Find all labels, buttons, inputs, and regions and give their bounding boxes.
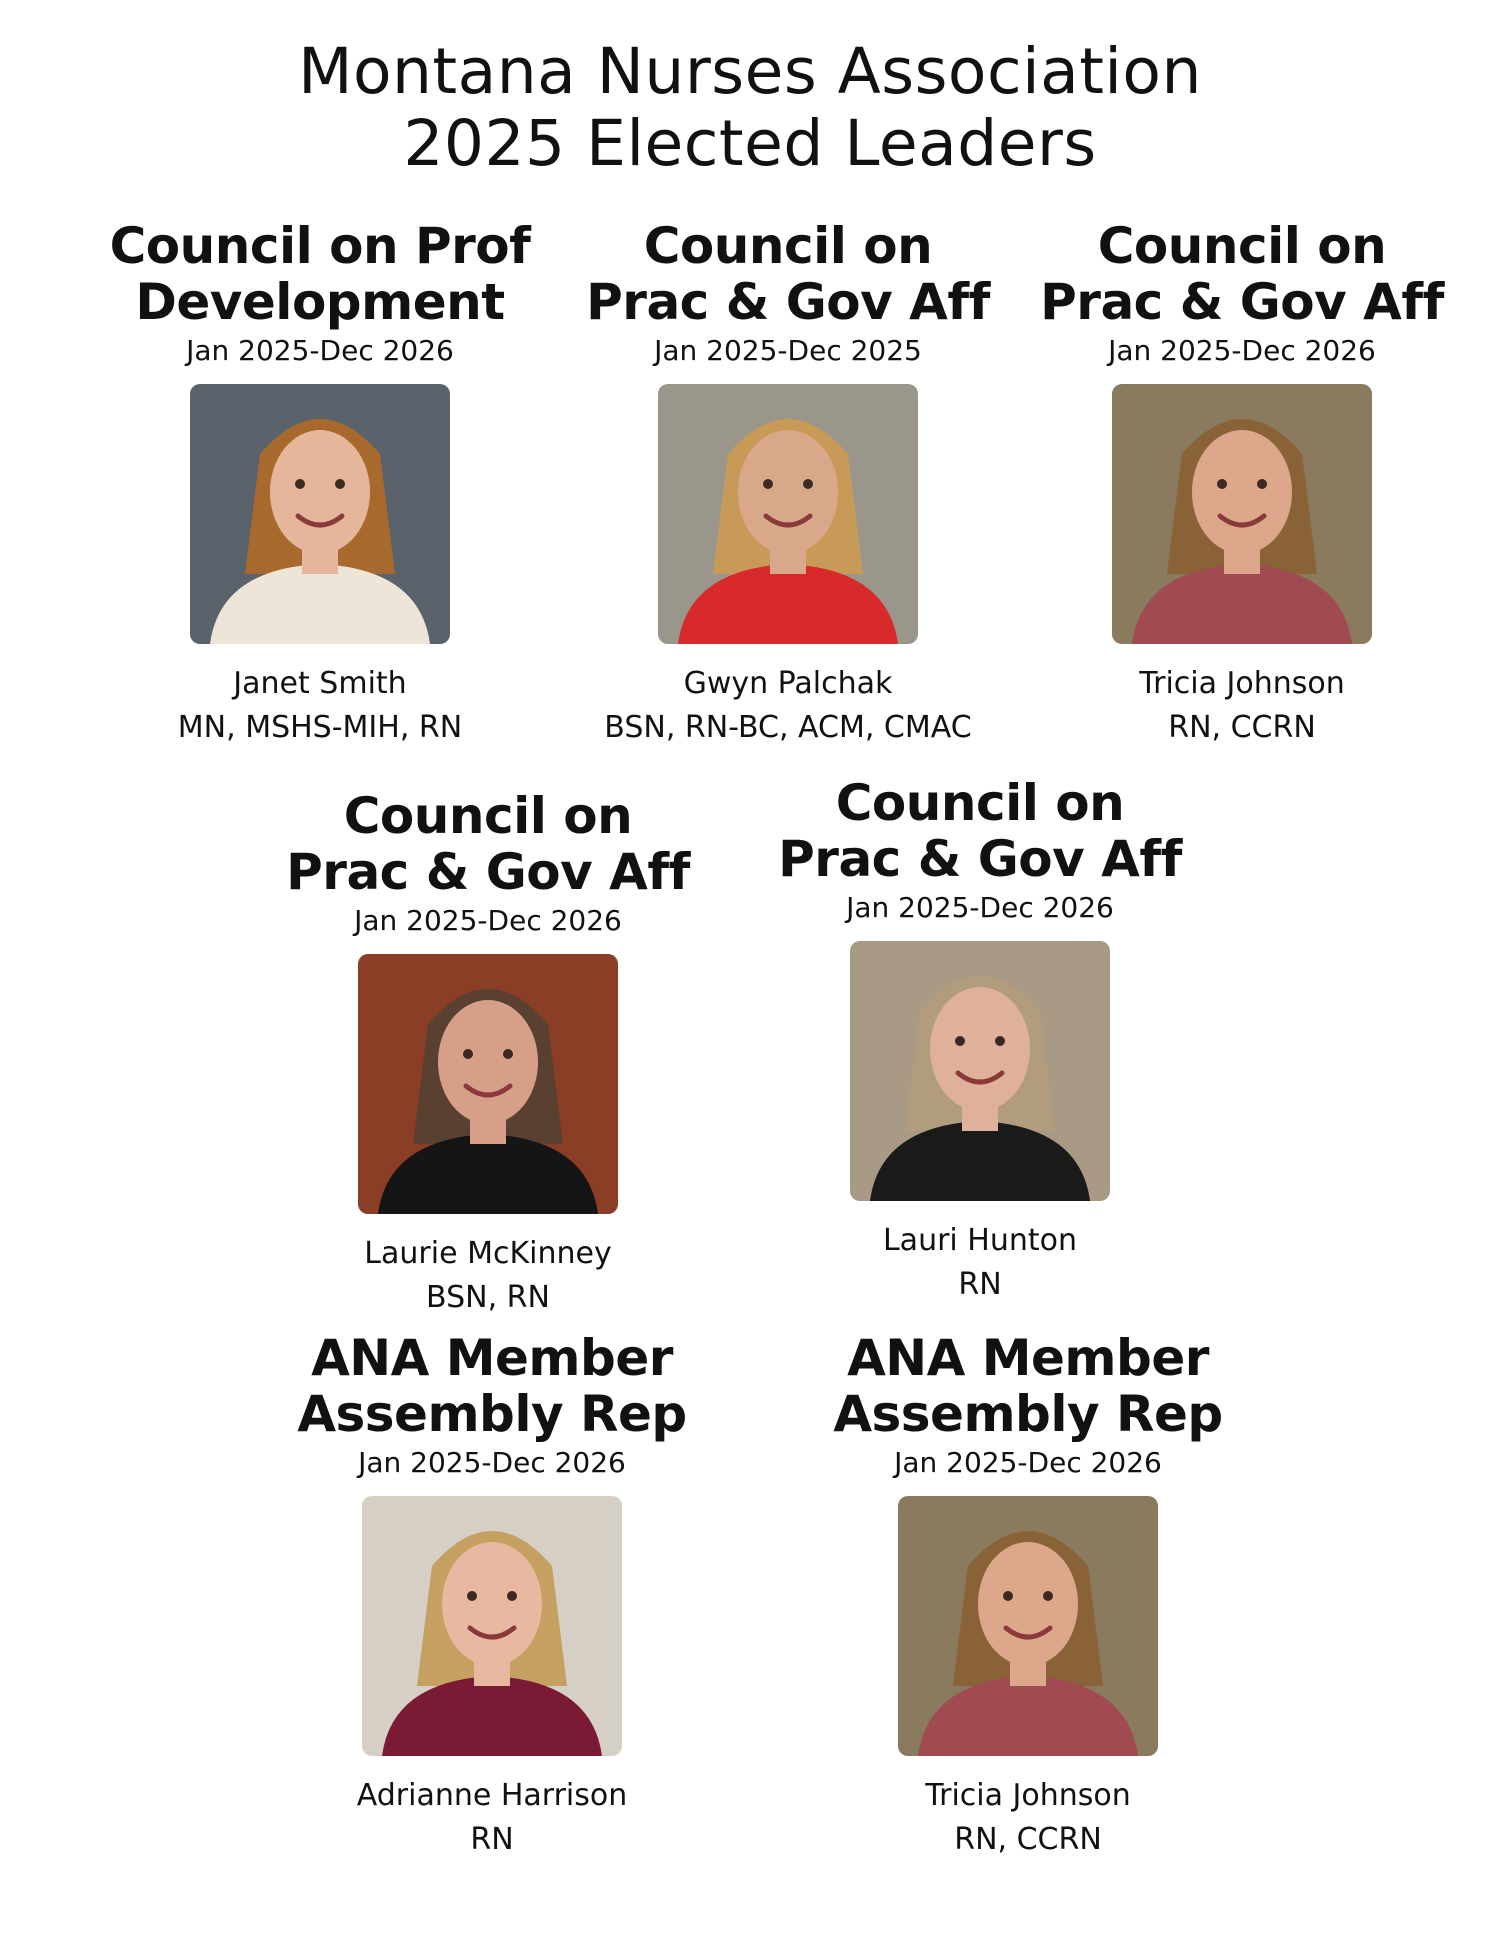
right-eye-shape <box>1043 1591 1053 1601</box>
leader-credentials: MN, MSHS-MIH, RN <box>177 710 463 745</box>
portrait-photo <box>850 941 1110 1201</box>
role-title <box>798 1330 1258 1442</box>
role-line-1: ANA Member <box>847 1329 1209 1387</box>
role-title <box>1012 218 1472 330</box>
portrait-photo <box>190 384 450 644</box>
right-eye-shape <box>1257 479 1267 489</box>
leader-card-adrianne-harrison <box>262 1330 722 1862</box>
leader-credentials: RN, CCRN <box>954 1822 1102 1857</box>
role-line-1: Council on Prof <box>109 217 531 275</box>
leader-name: Laurie McKinney <box>364 1236 612 1271</box>
right-eye-shape <box>503 1049 513 1059</box>
leader-credentials: RN, CCRN <box>1168 710 1316 745</box>
role-line-1: ANA Member <box>311 1329 673 1387</box>
leader-name: Janet Smith <box>233 666 407 701</box>
face-shape <box>442 1542 542 1666</box>
role-title <box>558 218 1018 330</box>
role-line-2: Prac & Gov Aff <box>586 273 990 331</box>
role-line-1: Council on <box>1097 217 1387 275</box>
portrait-photo <box>358 954 618 1214</box>
page-title <box>0 36 1500 180</box>
right-eye-shape <box>335 479 345 489</box>
leader-card-tricia-johnson-1 <box>1012 218 1472 750</box>
face-shape <box>1192 430 1292 554</box>
left-eye-shape <box>763 479 773 489</box>
left-eye-shape <box>463 1049 473 1059</box>
leader-name: Tricia Johnson <box>925 1778 1131 1813</box>
term-dates: Jan 2025-Dec 2026 <box>358 1446 626 1479</box>
leader-card-laurie-mckinney <box>258 788 718 1320</box>
right-eye-shape <box>507 1591 517 1601</box>
portrait-illustration <box>898 1496 1158 1756</box>
portrait-photo <box>658 384 918 644</box>
right-eye-shape <box>803 479 813 489</box>
role-line-1: Council on <box>343 787 633 845</box>
role-title <box>262 1330 722 1442</box>
role-title <box>750 775 1210 887</box>
leader-credentials: RN <box>958 1267 1002 1302</box>
leader-credentials: BSN, RN-BC, ACM, CMAC <box>604 710 972 745</box>
term-dates: Jan 2025-Dec 2026 <box>186 334 454 367</box>
role-title <box>90 218 550 330</box>
role-title <box>258 788 718 900</box>
portrait-photo <box>1112 384 1372 644</box>
portrait-photo <box>898 1496 1158 1756</box>
portrait-illustration <box>1112 384 1372 644</box>
portrait-illustration <box>850 941 1110 1201</box>
left-eye-shape <box>955 1036 965 1046</box>
leader-credentials: RN <box>470 1822 514 1857</box>
left-eye-shape <box>1003 1591 1013 1601</box>
leader-card-tricia-johnson-2 <box>798 1330 1258 1862</box>
leader-card-lauri-hunton <box>750 775 1210 1307</box>
term-dates: Jan 2025-Dec 2026 <box>846 891 1114 924</box>
role-line-1: Council on <box>835 774 1125 832</box>
term-dates: Jan 2025-Dec 2026 <box>894 1446 1162 1479</box>
term-dates: Jan 2025-Dec 2025 <box>654 334 922 367</box>
portrait-illustration <box>190 384 450 644</box>
face-shape <box>438 1000 538 1124</box>
role-line-2: Assembly Rep <box>833 1385 1223 1443</box>
role-line-2: Development <box>135 273 505 331</box>
face-shape <box>930 987 1030 1111</box>
leader-card-gwyn-palchak <box>558 218 1018 750</box>
right-eye-shape <box>995 1036 1005 1046</box>
portrait-illustration <box>658 384 918 644</box>
portrait-illustration <box>362 1496 622 1756</box>
left-eye-shape <box>295 479 305 489</box>
leader-name: Gwyn Palchak <box>683 666 893 701</box>
left-eye-shape <box>1217 479 1227 489</box>
face-shape <box>978 1542 1078 1666</box>
title-line-1: Montana Nurses Association <box>298 35 1202 108</box>
role-line-2: Assembly Rep <box>297 1385 687 1443</box>
leader-name: Adrianne Harrison <box>356 1778 628 1813</box>
portrait-illustration <box>358 954 618 1214</box>
face-shape <box>738 430 838 554</box>
role-line-2: Prac & Gov Aff <box>286 843 690 901</box>
leader-card-janet-smith <box>90 218 550 750</box>
term-dates: Jan 2025-Dec 2026 <box>1108 334 1376 367</box>
title-line-2: 2025 Elected Leaders <box>403 107 1097 180</box>
term-dates: Jan 2025-Dec 2026 <box>354 904 622 937</box>
portrait-photo <box>362 1496 622 1756</box>
left-eye-shape <box>467 1591 477 1601</box>
face-shape <box>270 430 370 554</box>
leader-name: Lauri Hunton <box>882 1223 1078 1258</box>
role-line-2: Prac & Gov Aff <box>1040 273 1444 331</box>
role-line-2: Prac & Gov Aff <box>778 830 1182 888</box>
leader-credentials: BSN, RN <box>426 1280 550 1315</box>
role-line-1: Council on <box>643 217 933 275</box>
leader-name: Tricia Johnson <box>1139 666 1345 701</box>
